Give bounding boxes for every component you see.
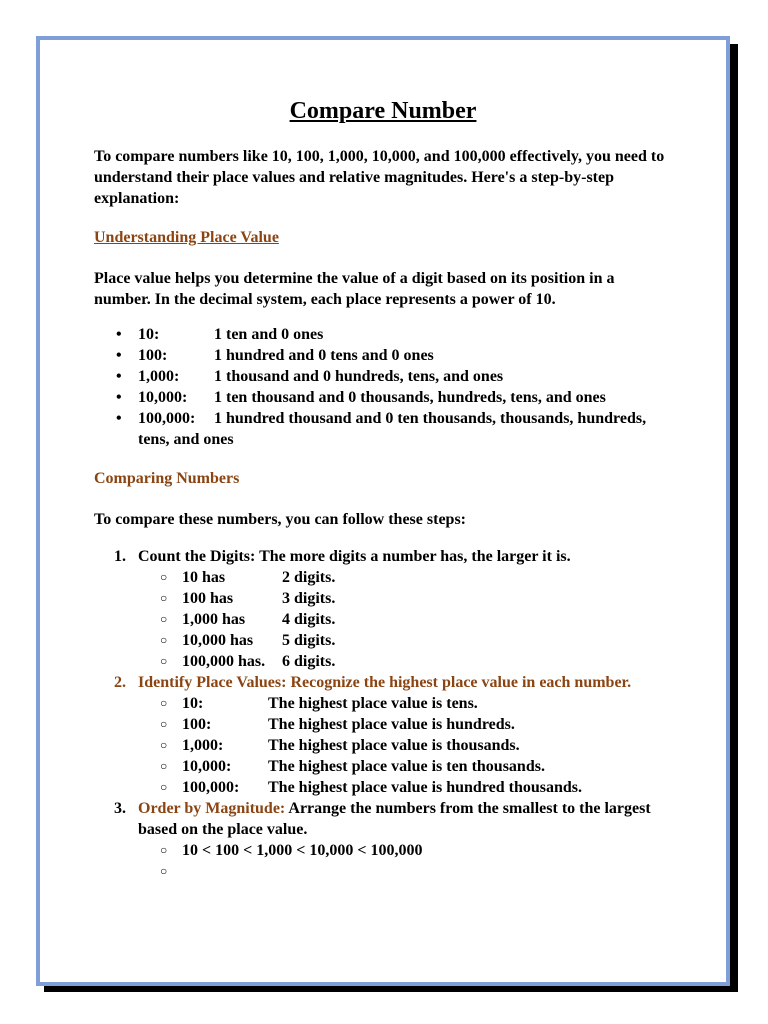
list-item-text: 1 ten thousand and 0 thousands, hundreds, tens, and ones <box>214 389 606 406</box>
sub-item-value: 6 digits. <box>282 653 336 670</box>
sub-item <box>138 588 672 609</box>
sub-item-key: 1,000: <box>182 737 224 754</box>
step-text: Arrange the numbers from the smallest to the largest based on the place value. <box>138 800 651 838</box>
step-title: Identify Place Values: Recognize the highest place value in each number. <box>138 674 632 691</box>
list-item-text: 1 thousand and 0 hundreds, tens, and ones <box>214 368 504 385</box>
step-title: Count the Digits: <box>138 548 256 565</box>
step-sublist <box>138 840 672 861</box>
document-content <box>94 96 672 861</box>
step-sublist <box>138 567 672 672</box>
sub-item-key: 1,000 has <box>182 611 246 628</box>
sub-item-key: 100 has <box>182 590 234 607</box>
list-item-text: 1 ten and 0 ones <box>214 326 324 343</box>
sub-item <box>138 651 672 672</box>
sub-item-value: 10 < 100 < 1,000 < 10,000 < 100,000 <box>182 842 423 859</box>
sub-item-value: The highest place value is hundred thousands. <box>268 779 583 796</box>
sub-item <box>138 756 672 777</box>
sub-item <box>138 840 672 861</box>
sub-item <box>138 567 672 588</box>
sub-item-key: 10 has <box>182 569 226 586</box>
list-item-number: 1,000: <box>138 368 180 385</box>
step-text: The more digits a number has, the larger it is. <box>259 548 571 565</box>
step-title: Order by Magnitude: <box>138 800 286 817</box>
document-page <box>36 36 730 986</box>
steps-list <box>94 546 672 861</box>
sub-item-value: The highest place value is thousands. <box>268 737 520 754</box>
sub-item-value: The highest place value is tens. <box>268 695 478 712</box>
section-heading-comparing: Comparing Numbers <box>94 470 240 487</box>
list-item <box>94 366 672 387</box>
sub-item-key: 100: <box>182 716 212 733</box>
sub-item-key: 100,000 has. <box>182 653 266 670</box>
intro-paragraph: To compare numbers like 10, 100, 1,000, 10,000, and 100,000 effectively, you need to understand their place values and relative magnitudes. Here's a step-by-step explanation: <box>94 148 665 207</box>
step-item <box>94 798 672 861</box>
step-marker: 1. <box>114 548 126 565</box>
comparing-paragraph: To compare these numbers, you can follow these steps: <box>94 511 466 528</box>
list-item <box>94 387 672 408</box>
list-item-number: 10,000: <box>138 389 188 406</box>
sub-item-key: 10: <box>182 695 204 712</box>
sub-item-key: 10,000: <box>182 758 232 775</box>
sub-item-value: 4 digits. <box>282 611 336 628</box>
list-item-number: 100,000: <box>138 410 196 427</box>
list-item <box>94 324 672 345</box>
list-item-number: 10: <box>138 326 160 343</box>
sub-item-value: 2 digits. <box>282 569 336 586</box>
section-heading-place-value: Understanding Place Value <box>94 229 279 246</box>
sub-item <box>138 630 672 651</box>
list-item <box>94 345 672 366</box>
list-item-text: 1 hundred and 0 tens and 0 ones <box>214 347 434 364</box>
list-item-text: 1 hundred thousand and 0 ten thousands, thousands, hundreds, tens, and ones <box>138 410 647 448</box>
place-value-paragraph: Place value helps you determine the value of a digit based on its position in a number. In the decimal system, each place represents a power of 10. <box>94 270 615 308</box>
sub-item-value: 3 digits. <box>282 590 336 607</box>
sub-item-key: 100,000: <box>182 779 240 796</box>
sub-item <box>138 777 672 798</box>
step-item <box>94 672 672 798</box>
sub-item-value: 5 digits. <box>282 632 336 649</box>
step-marker: 3. <box>114 800 126 817</box>
list-item-number: 100: <box>138 347 168 364</box>
step-marker: 2. <box>114 674 126 691</box>
step-sublist <box>138 693 672 798</box>
list-item <box>94 408 672 450</box>
sub-item-value: The highest place value is ten thousands. <box>268 758 545 775</box>
place-value-list <box>94 324 672 450</box>
sub-item-value: The highest place value is hundreds. <box>268 716 515 733</box>
sub-item <box>138 609 672 630</box>
document-title: Compare Number <box>289 98 477 124</box>
sub-item <box>138 714 672 735</box>
step-item <box>94 546 672 672</box>
sub-item <box>138 735 672 756</box>
sub-item <box>138 693 672 714</box>
sub-item-key: 10,000 has <box>182 632 254 649</box>
